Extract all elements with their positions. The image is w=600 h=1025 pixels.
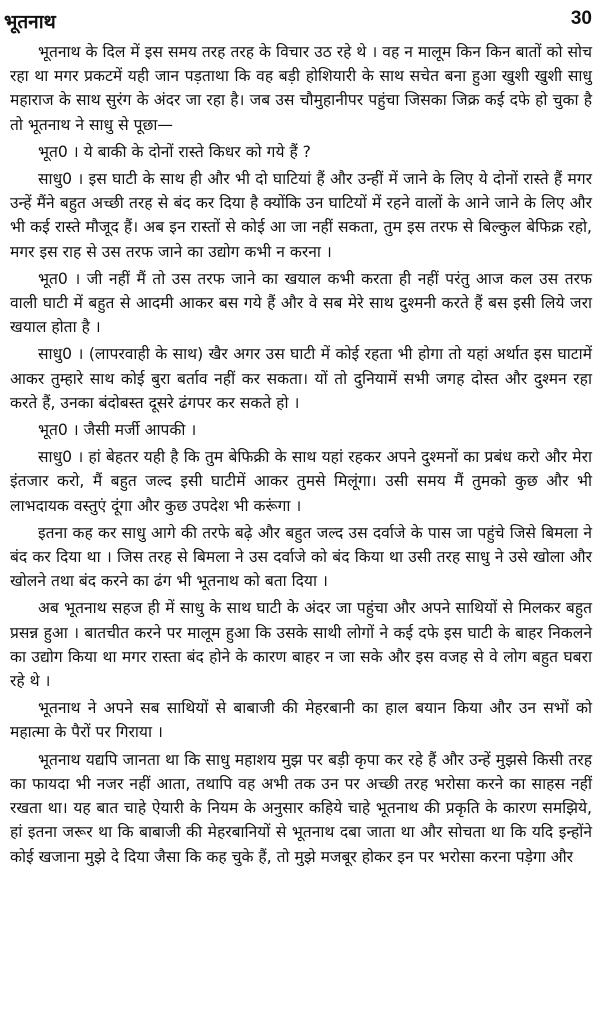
page-header: [4, 8, 592, 38]
paragraph-text: । हां बेहतर यही है कि तुम बेफिक्री के साथ यहां रहकर अपने दुश्मनों का प्रबंध करो और मेरा इंतजार करो, मैं बहुत जल्द इसी घाटीमें आकर तुमसे मिलूंगा। उसी समय मैं तुमको कुछ और भी लाभदायक वस्तुएं दूंगा और कुछ उपदेश भी करूंगा ।: [10, 448, 592, 515]
dialogue-paragraph: [10, 445, 592, 518]
body-text: [10, 40, 592, 872]
paragraph-text: अब भूतनाथ सहज ही में साधु के साथ घाटी के अंदर जा पहुंचा और अपने साथियों से मिलकर बहुत प्रसन्न हुआ । बातचीत करने पर मालूम हुआ कि उसके साथी लोगों ने कई दफे इस घाटी के बाहर निकलने का उद्योग किया था मगर रास्ता बंद होने के कारण बाहर न जा सके और इस वजह से वे लोग बहुत घबरा रहे थे ।: [10, 599, 592, 691]
paragraph-text: भूतनाथ यद्यपि जानता था कि साधु महाशय मुझ पर बड़ी कृपा कर रहे हैं और उन्हें मुझसे किसी तरह का फायदा भी नजर नहीं आता, तथापि वह अभी तक उन पर अच्छी तरह भरोसा करने का साहस नहीं रखता था। यह बात चाहे ऐयारी के नियम के अनुसार कहिये चाहे भूतनाथ की प्रकृति के कारण समझिये, हां इतना जरूर था कि बाबाजी की मेहरबानियों से भूतनाथ दबा जाता था और सोचता था कि यदि इन्होंने कोई खजाना मुझे दे दिया जैसा कि कह चुके हैं, तो मुझे मजबूर होकर इन पर भरोसा करना पड़ेगा और: [10, 750, 592, 866]
paragraph: [10, 696, 592, 744]
paragraph-text: इतना कह कर साधु आगे की तरफे बढ़े और बहुत जल्द उस दर्वाजे के पास जा पहुंचे जिसे बिमला ने बंद कर दिया था । जिस तरह से बिमला ने उस दर्वाजे को बंद किया था उसी तरह साधु ने उसे खोला और खोलने तथा बंद करने का ढंग भी भूतनाथ को बता दिया ।: [10, 523, 592, 591]
paragraph: [10, 596, 592, 693]
speaker-label: भूत0: [38, 142, 68, 161]
dialogue-paragraph: [10, 167, 592, 264]
paragraph-text: । ये बाकी के दोनों रास्ते किधर को गये हैं ?: [67, 142, 311, 161]
paragraph: [10, 40, 592, 137]
paragraph-text: भूतनाथ ने अपने सब साथियों से बाबाजी की मेहरबानी का हाल बयान किया और उन सभों को महात्मा के पैरों पर गिराया ।: [10, 699, 592, 742]
speaker-label: साधु0: [38, 345, 73, 364]
dialogue-paragraph: [10, 140, 592, 164]
dialogue-paragraph: [10, 267, 592, 340]
page-number: 30: [570, 8, 592, 29]
speaker-label: भूत0: [38, 269, 68, 288]
paragraph-text: । इस घाटी के साथ ही और भी दो घाटियां हैं और उन्हीं में जाने के लिए ये दोनों रास्ते हैं मगर उन्हें मैंने बहुत अच्छी तरह से बंद कर दिया है क्योंकि उन घाटियों में रहने वालों के आने जाने के लिए और भी कई रास्ते मौजूद हैं। अब इन रास्तों से कोई आ जा नहीं सकता, तुम इस तरफ से बिल्कुल बेफिक्र रहो, मगर इस राह से उस तरफ जाने का उद्योग कभी न करना ।: [10, 170, 592, 261]
paragraph: [10, 521, 592, 594]
running-title: भूतनाथ: [4, 11, 56, 33]
paragraph-text: । जी नहीं मैं तो उस तरफ जाने का खयाल कभी करता ही नहीं परंतु आज कल उस तरफ वाली घाटी में बहुत से आदमी आकर बस गये हैं और वे सब मेरे साथ दुश्मनी करते हैं बस इसी लिये जरा खयाल होता है ।: [10, 269, 592, 337]
speaker-label: भूत0: [38, 421, 68, 440]
dialogue-paragraph: [10, 342, 592, 415]
paragraph-text: । जैसी मर्जी आपकी ।: [67, 421, 197, 440]
paragraph: [10, 748, 592, 869]
dialogue-paragraph: [10, 418, 592, 442]
paragraph-text: भूतनाथ के दिल में इस समय तरह तरह के विचार उठ रहे थे । वह न मालूम किन किन बातों को सोच रहा था मगर प्रकटमें यही जान पड़ताथा कि वह बड़ी होशियारी के साथ सचेत बना हुआ खुशी खुशी साधु महाराज के साथ सुरंग के अंदर जा रहा है। जब उस चौमुहानीपर पहुंचा जिसका जिक्र कई दफे हो चुका है तो भूतनाथ ने साधु से पूछा—: [10, 43, 592, 134]
speaker-label: साधु0: [38, 170, 73, 189]
speaker-label: साधु0: [38, 448, 73, 467]
paragraph-text: । (लापरवाही के साथ) खैर अगर उस घाटी में कोई रहता भी होगा तो यहां अर्थात इस घाटामें आकर तुम्हारे साथ कोई बुरा बर्ताव नहीं कर सकता। यों तो दुनियामें सभी जगह दोस्त और दुश्मन रहा करते हैं, उनका बंदोबस्त दूसरे ढंगपर कर सकते हो ।: [10, 345, 592, 412]
